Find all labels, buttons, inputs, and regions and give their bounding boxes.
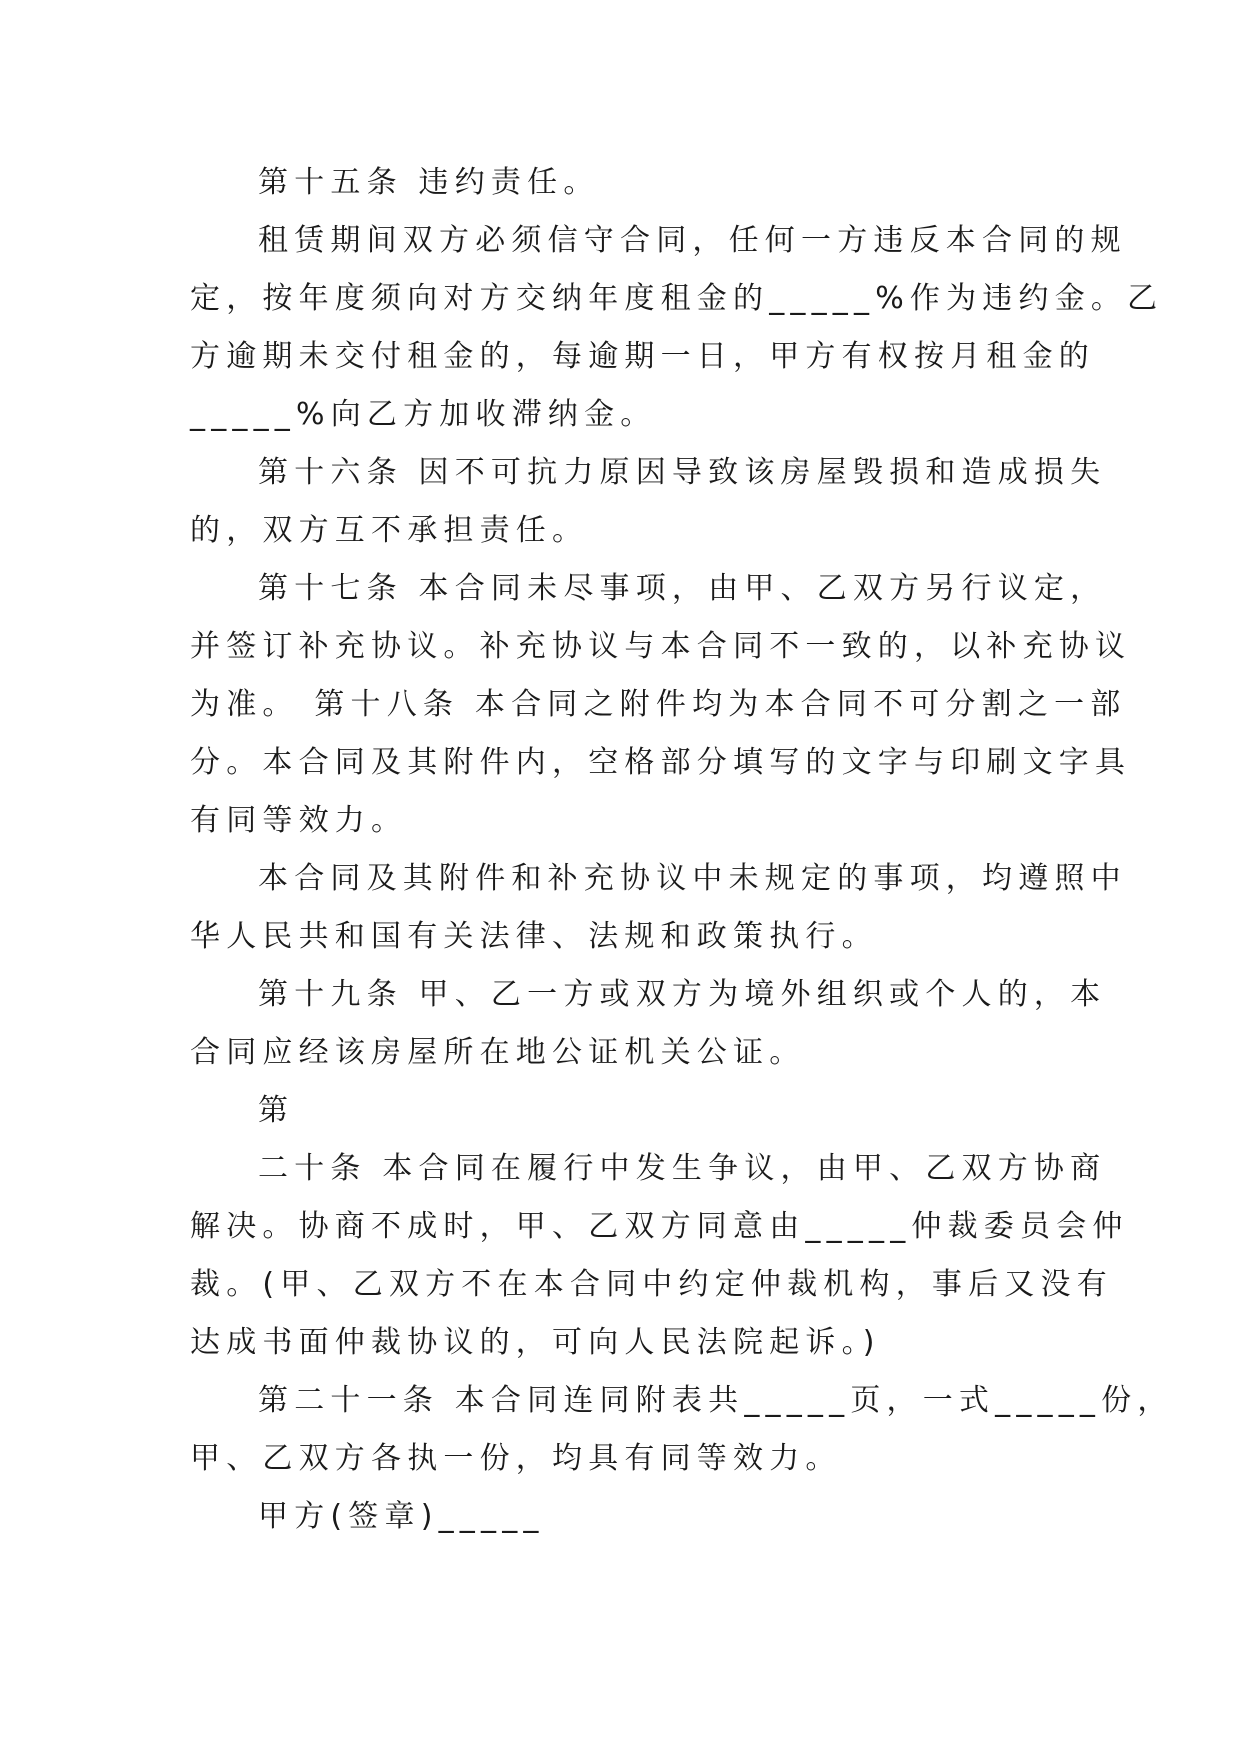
- text-line: 达成书面仲裁协议的，可向人民法院起诉。): [190, 1325, 881, 1360]
- text-line: 并签订补充协议。补充协议与本合同不一致的，以补充协议: [190, 629, 1132, 664]
- document-body: [190, 154, 1174, 1546]
- text-line: 甲、乙双方各执一份，均具有同等效力。: [190, 1441, 842, 1476]
- text-line: 第十七条 本合同未尽事项，由甲、乙双方另行议定，: [258, 571, 1107, 606]
- text-line: 第二十一条 本合同连同附表共_____页，一式_____份，: [258, 1383, 1174, 1418]
- text-line: 华人民共和国有关法律、法规和政策执行。: [190, 919, 878, 954]
- text-line: _____%向乙方加收滞纳金。: [190, 397, 657, 432]
- text-line: 有同等效力。: [190, 803, 408, 838]
- text-line: 第十九条 甲、乙一方或双方为境外组织或个人的，本: [258, 977, 1107, 1012]
- text-line: 本合同及其附件和补充协议中未规定的事项，均遵照中: [258, 861, 1127, 896]
- text-line: 第十六条 因不可抗力原因导致该房屋毁损和造成损失: [258, 455, 1107, 490]
- text-line: 为准。 第十八条 本合同之附件均为本合同不可分割之一部: [190, 687, 1127, 722]
- text-line: 的，双方互不承担责任。: [190, 513, 589, 548]
- text-line: 解决。协商不成时，甲、乙双方同意由_____仲裁委员会仲: [190, 1209, 1129, 1244]
- text-line: 合同应经该房屋所在地公证机关公证。: [190, 1035, 806, 1070]
- text-line: 二十条 本合同在履行中发生争议，由甲、乙双方协商: [258, 1151, 1107, 1186]
- text-line: 第: [258, 1093, 295, 1128]
- text-line: 方逾期未交付租金的，每逾期一日，甲方有权按月租金的: [190, 339, 1095, 374]
- text-line: 分。本合同及其附件内，空格部分填写的文字与印刷文字具: [190, 745, 1132, 780]
- text-line: 甲方(签章)_____: [258, 1499, 545, 1534]
- text-line: 定，按年度须向对方交纳年度租金的_____%作为违约金。乙: [190, 281, 1164, 316]
- text-line: 租赁期间双方必须信守合同，任何一方违反本合同的规: [258, 223, 1127, 258]
- text-line: 第十五条 违约责任。: [258, 165, 600, 200]
- text-line: 裁。(甲、乙双方不在本合同中约定仲裁机构，事后又没有: [190, 1267, 1113, 1302]
